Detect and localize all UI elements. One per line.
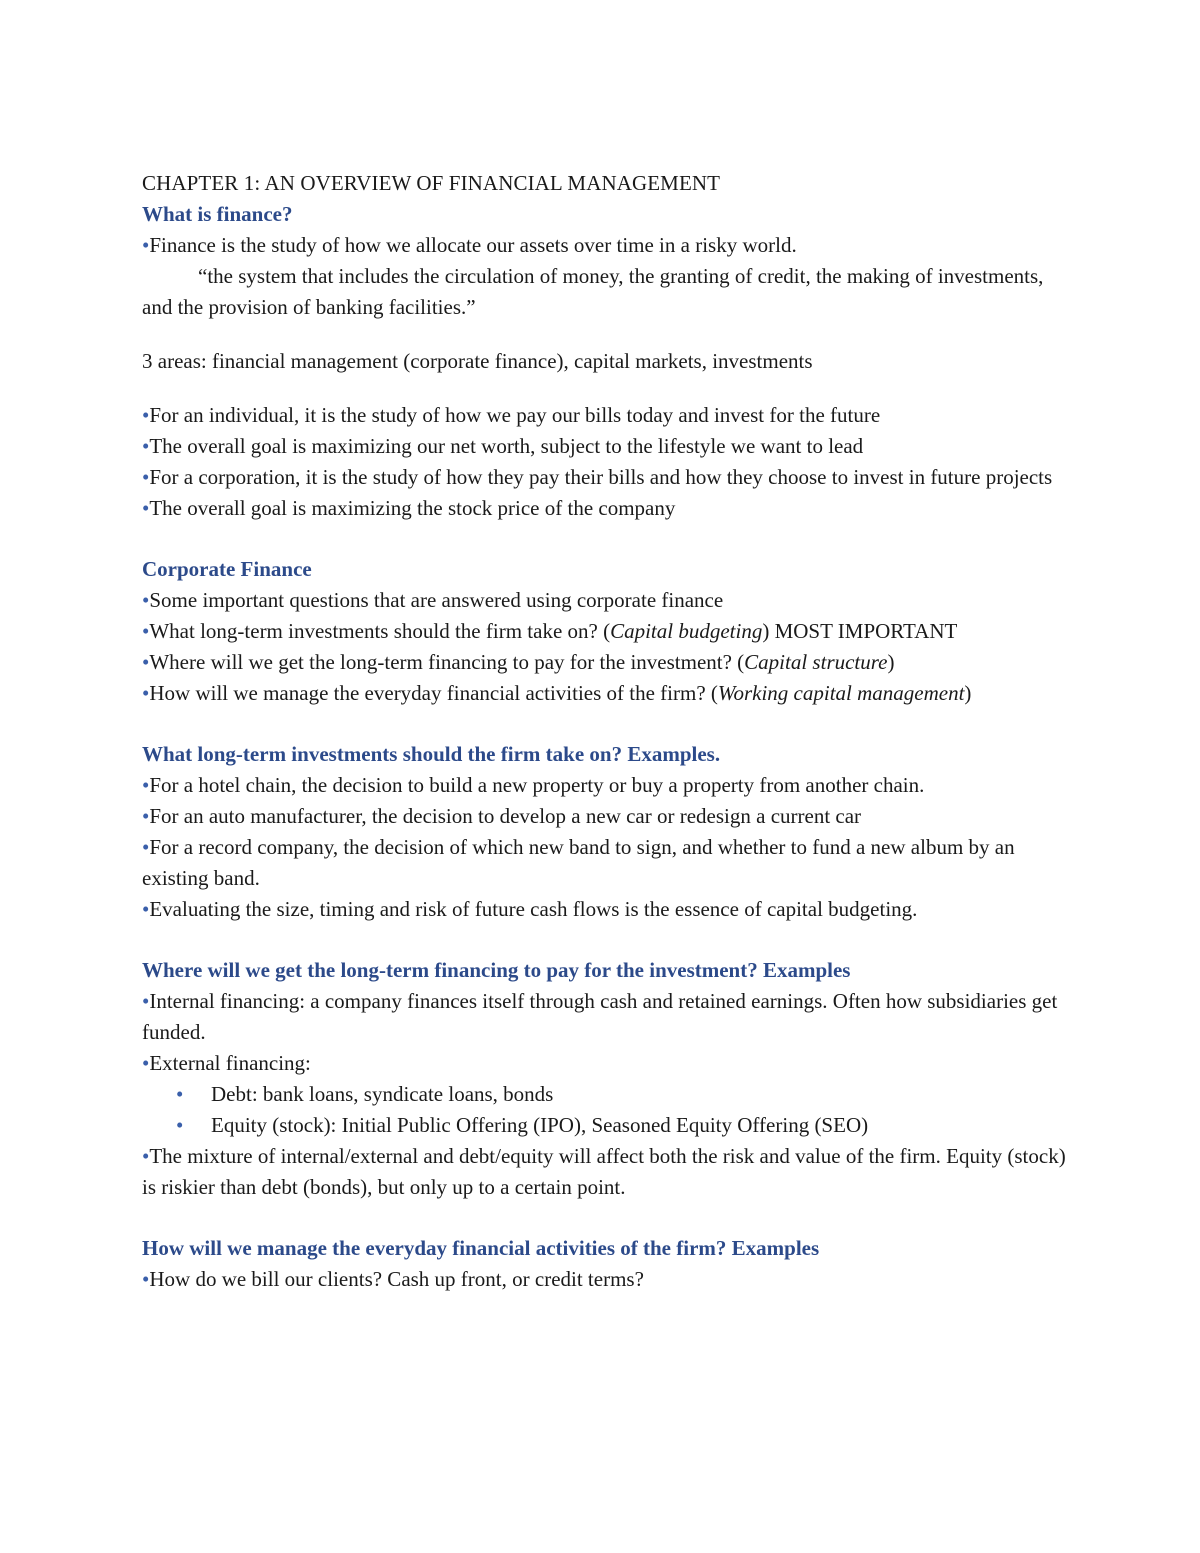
emphasis-term: Working capital management	[717, 681, 965, 705]
sub-bullet-text: Debt: bank loans, syndicate loans, bonds	[211, 1082, 554, 1106]
bullet-text: What long-term investments should the firm take on? (	[149, 619, 611, 643]
bullet-icon: •	[142, 434, 150, 458]
bullet-item	[142, 832, 1072, 894]
bullet-icon: •	[142, 1051, 150, 1075]
bullet-text: The mixture of internal/external and debt/equity will affect both the risk and value of the firm. Equity (stock) is riskier than debt (bonds), but only up to a certain point.	[142, 1144, 1066, 1199]
bullet-item	[142, 770, 1072, 801]
emphasis-term: Capital budgeting	[610, 619, 763, 643]
bullet-item	[142, 1264, 1072, 1295]
bullet-text: For an individual, it is the study of how we pay our bills today and invest for the future	[149, 403, 881, 427]
bullet-icon: •	[142, 773, 150, 797]
bullet-item	[142, 585, 1072, 616]
bullet-text: Evaluating the size, timing and risk of future cash flows is the essence of capital budgeting.	[149, 897, 918, 921]
emphasis-term: Capital structure	[744, 650, 888, 674]
bullet-text: For an auto manufacturer, the decision to develop a new car or redesign a current car	[149, 804, 862, 828]
document-page	[142, 168, 1072, 1295]
page-title: CHAPTER 1: AN OVERVIEW OF FINANCIAL MANAGEMENT	[142, 171, 721, 195]
bullet-icon: •	[176, 1113, 184, 1137]
bullet-text: How do we bill our clients? Cash up front, or credit terms?	[149, 1267, 644, 1291]
bullet-item	[142, 986, 1072, 1048]
bullet-icon: •	[142, 897, 150, 921]
bullet-icon: •	[142, 588, 150, 612]
bullet-item	[142, 400, 1072, 431]
bullet-icon: •	[142, 681, 150, 705]
bullet-item	[142, 462, 1072, 493]
sub-bullet-item	[142, 1110, 1072, 1141]
bullet-icon: •	[142, 619, 150, 643]
bullet-item	[142, 493, 1072, 524]
section-heading-corporate-finance: Corporate Finance	[142, 557, 312, 581]
bullet-text: Some important questions that are answered using corporate finance	[149, 588, 724, 612]
bullet-icon: •	[142, 804, 150, 828]
bullet-icon: •	[142, 465, 150, 489]
bullet-item	[142, 647, 1072, 678]
bullet-item	[142, 1141, 1072, 1203]
bullet-item	[142, 1048, 1072, 1079]
bullet-icon: •	[176, 1082, 184, 1106]
bullet-icon: •	[142, 989, 150, 1013]
section-heading-long-term-investments: What long-term investments should the firm take on? Examples.	[142, 742, 721, 766]
bullet-icon: •	[142, 233, 150, 257]
bullet-item	[142, 678, 1072, 709]
bullet-text: The overall goal is maximizing the stock price of the company	[149, 496, 676, 520]
bullet-text-tail: )	[887, 650, 895, 674]
section-heading-long-term-financing: Where will we get the long-term financing to pay for the investment? Examples	[142, 958, 851, 982]
section-heading-what-is-finance: What is finance?	[142, 202, 293, 226]
bullet-text: How will we manage the everyday financial activities of the firm? (	[149, 681, 718, 705]
areas-line: 3 areas: financial management (corporate finance), capital markets, investments	[142, 349, 813, 373]
bullet-icon: •	[142, 403, 150, 427]
bullet-item	[142, 616, 1072, 647]
sub-bullet-text: Equity (stock): Initial Public Offering (IPO), Seasoned Equity Offering (SEO)	[211, 1113, 869, 1137]
sub-bullet-item	[142, 1079, 1072, 1110]
definition-quote: “the system that includes the circulation of money, the granting of credit, the making of investments, and the provision of banking facilities.”	[142, 264, 1044, 319]
section-heading-everyday-activities: How will we manage the everyday financial activities of the firm? Examples	[142, 1236, 820, 1260]
bullet-text: For a hotel chain, the decision to build a new property or buy a property from another chain.	[149, 773, 925, 797]
bullet-item	[142, 230, 1072, 261]
bullet-icon: •	[142, 1144, 150, 1168]
bullet-text: Internal financing: a company finances itself through cash and retained earnings. Often how subsidiaries get funded.	[142, 989, 1058, 1044]
bullet-item	[142, 894, 1072, 925]
bullet-text: External financing:	[149, 1051, 311, 1075]
bullet-icon: •	[142, 650, 150, 674]
bullet-text: For a record company, the decision of which new band to sign, and whether to fund a new album by an existing band.	[142, 835, 1015, 890]
bullet-text-tail: ) MOST IMPORTANT	[762, 619, 958, 643]
bullet-item	[142, 801, 1072, 832]
bullet-text: Finance is the study of how we allocate our assets over time in a risky world.	[149, 233, 797, 257]
bullet-icon: •	[142, 496, 150, 520]
bullet-icon: •	[142, 1267, 150, 1291]
bullet-item	[142, 431, 1072, 462]
bullet-text: Where will we get the long-term financing to pay for the investment? (	[149, 650, 745, 674]
bullet-text: The overall goal is maximizing our net worth, subject to the lifestyle we want to lead	[149, 434, 864, 458]
bullet-text-tail: )	[964, 681, 972, 705]
bullet-icon: •	[142, 835, 150, 859]
bullet-text: For a corporation, it is the study of how they pay their bills and how they choose to invest in future projects	[149, 465, 1053, 489]
